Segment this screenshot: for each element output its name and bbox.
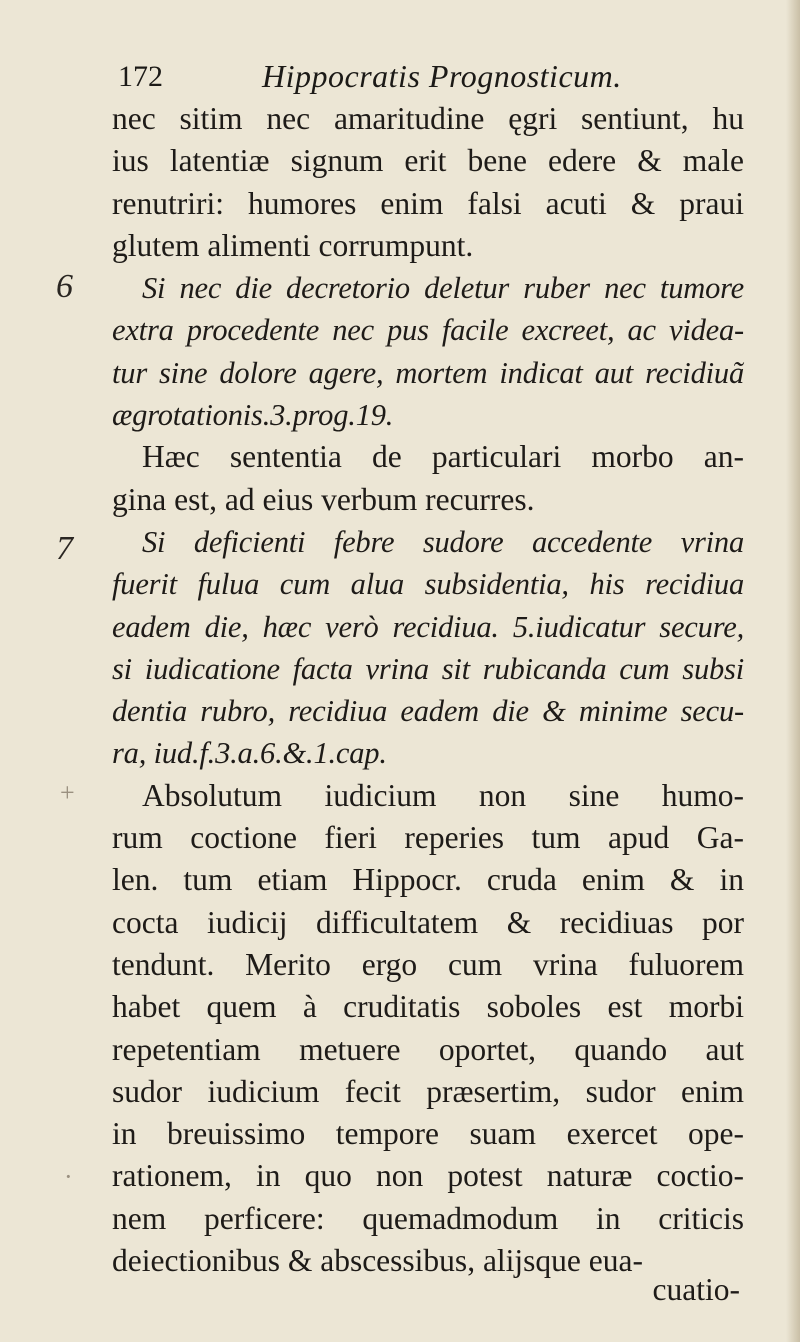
text-line: renutriri: humores enim falsi acuti & praui [112, 185, 744, 221]
text-line: rum coctione fieri reperies tum apud Ga- [112, 820, 744, 856]
page-header [118, 54, 738, 100]
margin-note-7: 7 [56, 530, 73, 567]
text-line: nem perficere: quemadmodum in criticis [112, 1200, 744, 1236]
text-line: ra, iud.f.3.a.6.&.1.cap. [112, 736, 387, 771]
margin-note-6: 6 [56, 268, 73, 305]
text-line: tur sine dolore agere, mortem indicat aut recidiuã [112, 355, 744, 390]
text-line: cocta iudicij difficultatem & recidiuas por [112, 904, 744, 940]
text-line: extra procedente nec pus facile excreet, ac videa- [112, 313, 744, 348]
catchword: cuatio- [652, 1272, 740, 1307]
text-line: ius latentiæ signum erit bene edere & male [112, 143, 744, 179]
text-line: deiectionibus & abscessibus, alijsque eua- [112, 1243, 643, 1279]
text-line: in breuissimo tempore suam exercet ope- [112, 1116, 744, 1152]
text-line: Absolutum iudicium non sine humo- [142, 777, 744, 813]
text-line: dentia rubro, recidiua eadem die & minime secu- [112, 694, 744, 729]
text-line: gina est, ad eius verbum recurres. [112, 481, 535, 517]
text-line: sudor iudicium fecit præsertim, sudor enim [112, 1073, 744, 1109]
running-title: Hippocratis Prognosticum. [262, 58, 622, 94]
text-line: Si deficienti febre sudore accedente vrina [142, 524, 744, 559]
text-line: fuerit fulua cum alua subsidentia, his recidiua [112, 567, 744, 602]
text-line: Si nec die decretorio deletur ruber nec tumore [142, 271, 744, 306]
bleed-through-mark: + [60, 778, 75, 807]
text-line: habet quem à cruditatis soboles est morbi [112, 989, 744, 1025]
page-number: 172 [118, 60, 163, 93]
page-edge-shadow [786, 0, 800, 1342]
text-line: glutem alimenti corrumpunt. [112, 227, 474, 263]
text-line: ægrotationis.3.prog.19. [112, 398, 394, 433]
text-line: tendunt. Merito ergo cum vrina fuluorem [112, 946, 744, 982]
text-line: eadem die, hæc verò recidiua. 5.iudicatur secure, [112, 609, 744, 644]
catchword-row [112, 1272, 744, 1316]
text-line: si iudicatione facta vrina sit rubicanda cum subsi [112, 651, 744, 686]
text-line: nec sitim nec amaritudine ęgri sentiunt, hu [112, 101, 744, 136]
body-text [112, 98, 744, 1282]
text-line: repetentiam metuere oportet, quando aut [112, 1031, 744, 1067]
bleed-through-mark: · [64, 1162, 73, 1191]
text-line: len. tum etiam Hippocr. cruda enim & in [112, 862, 744, 898]
text-line: rationem, in quo non potest naturæ coctio- [112, 1158, 744, 1194]
text-line: Hæc sententia de particulari morbo an- [142, 439, 744, 475]
